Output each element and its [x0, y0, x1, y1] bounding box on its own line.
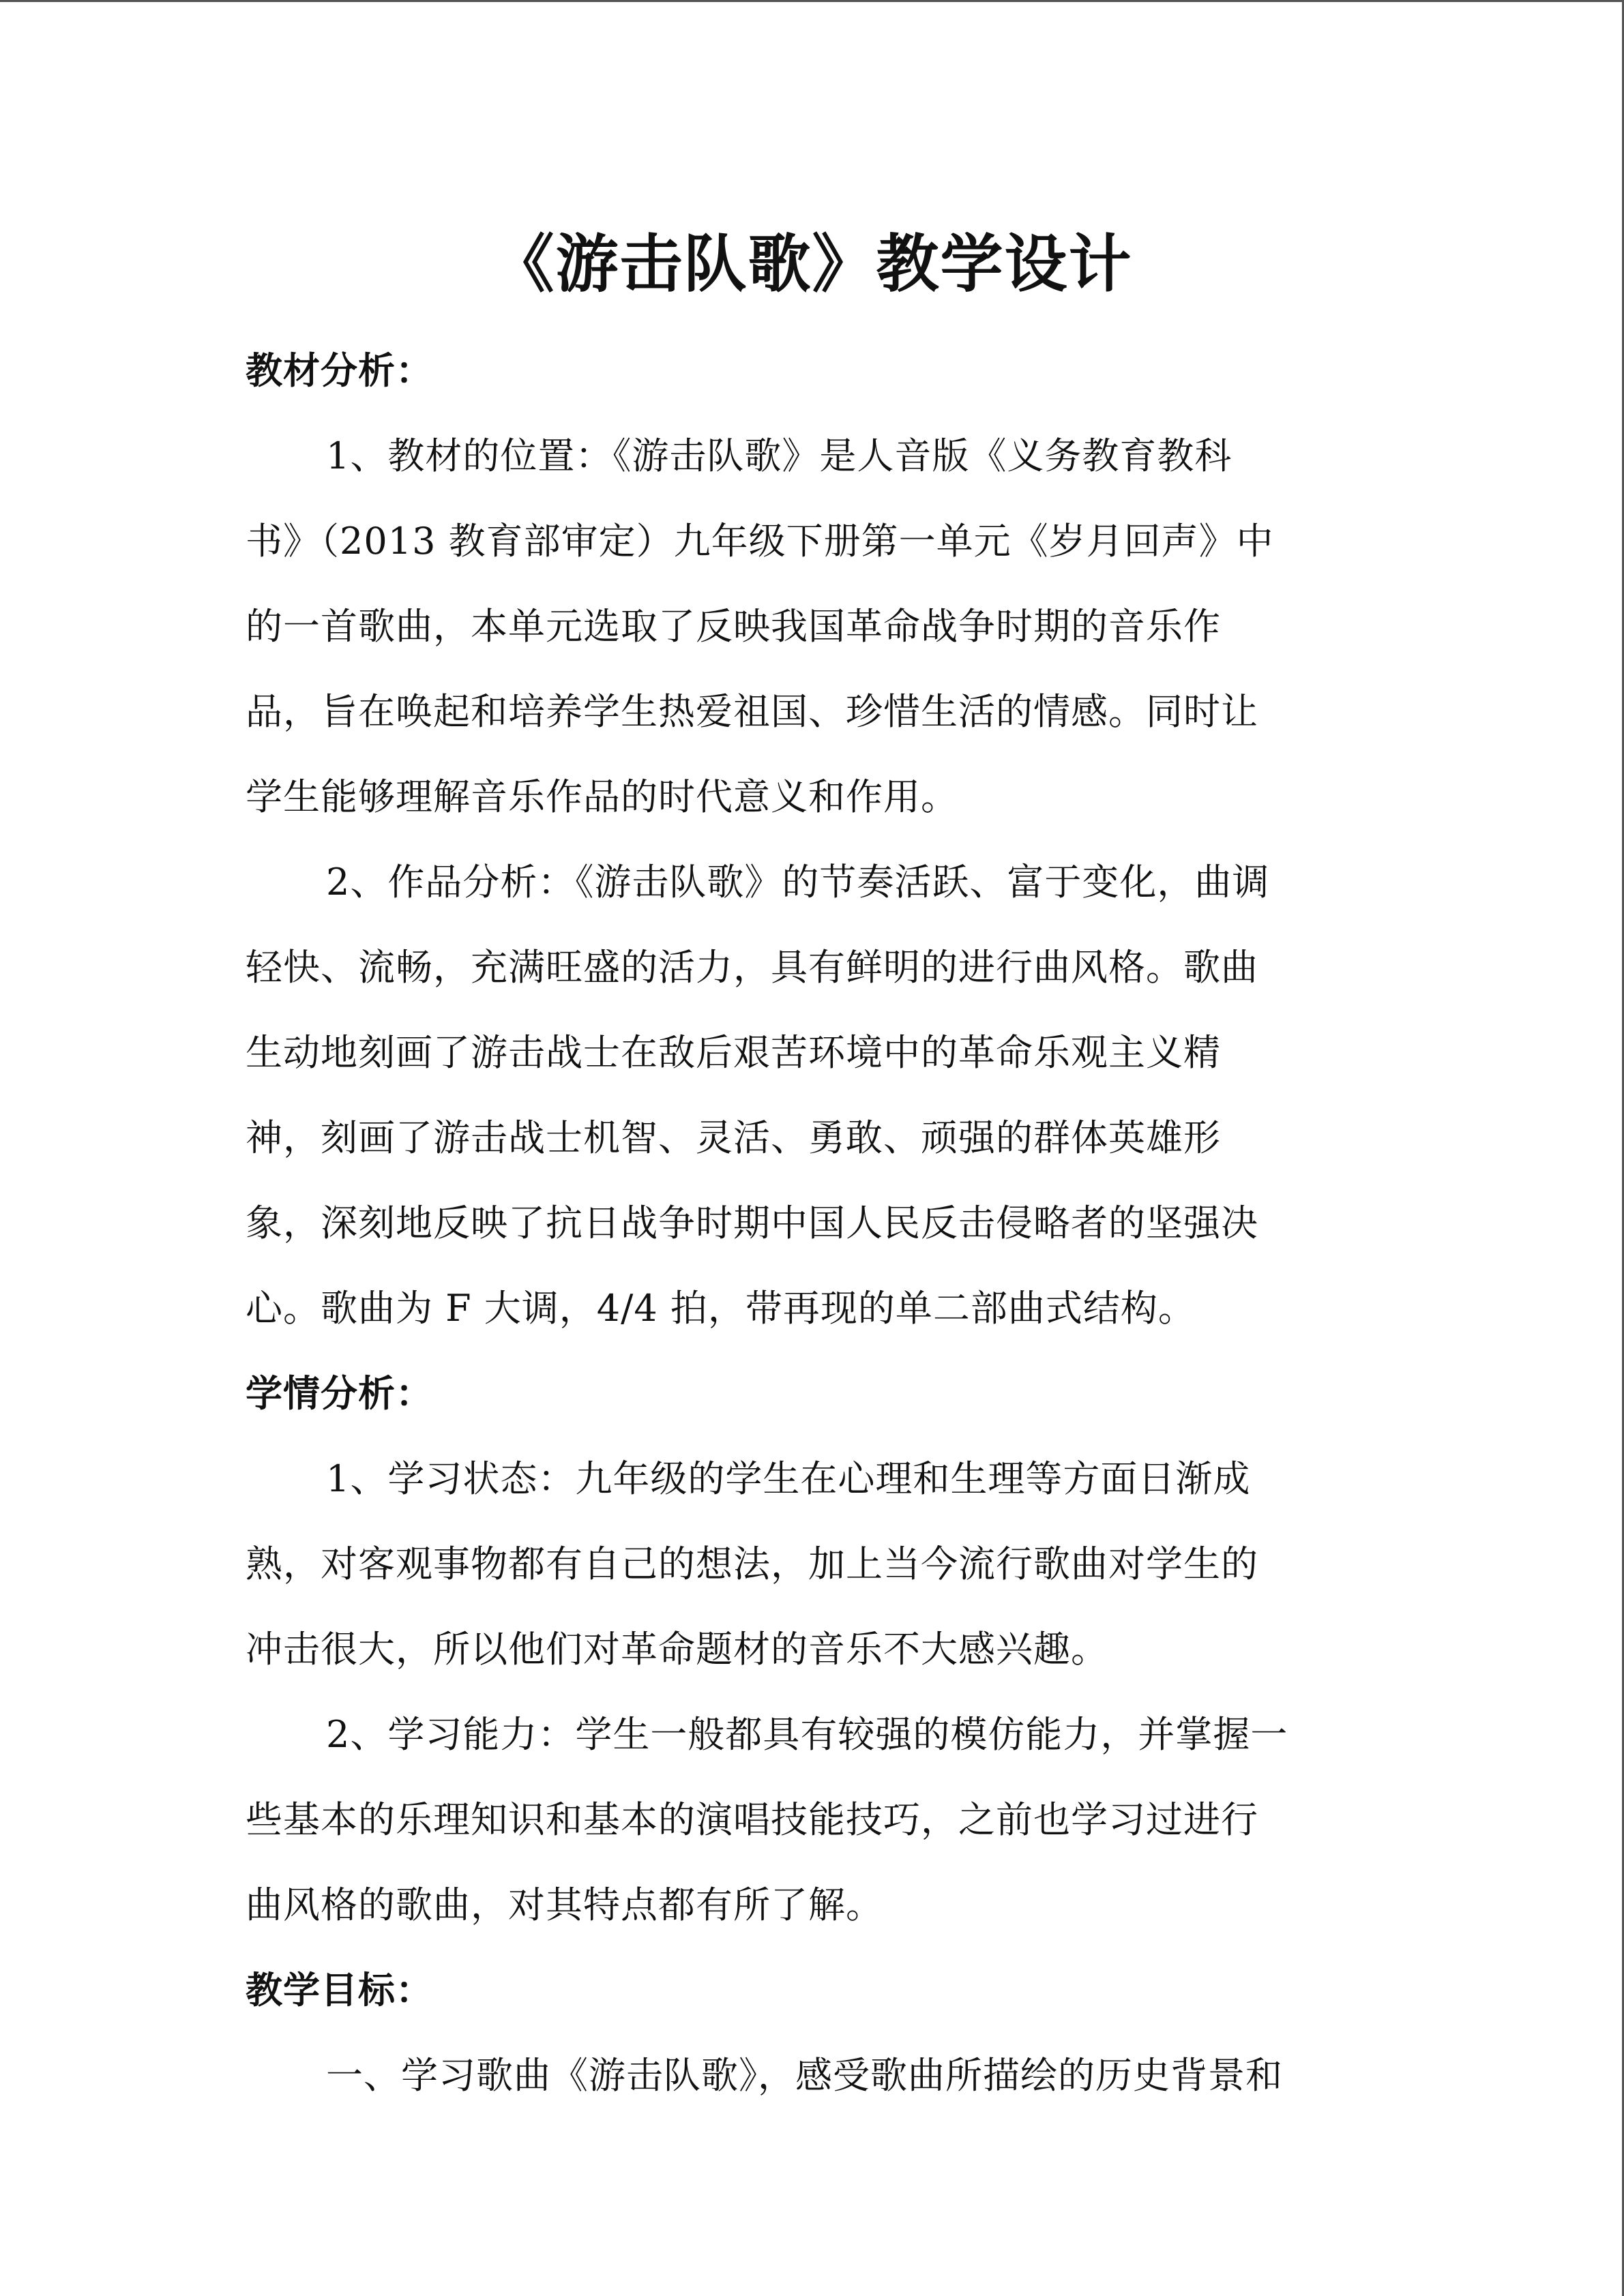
paragraph-line: 品，旨在唤起和培养学生热爱祖国、珍惜生活的情感。同时让	[246, 690, 1258, 733]
section-heading-textbook-analysis: 教材分析：	[246, 349, 433, 392]
paragraph-line: 2、学习能力：学生一般都具有较强的模仿能力，并掌握一	[326, 1713, 1288, 1756]
document-body	[246, 328, 1385, 2118]
paragraph-line: 的一首歌曲，本单元选取了反映我国革命战争时期的音乐作	[246, 605, 1221, 648]
paragraph-line: 1、学习状态：九年级的学生在心理和生理等方面日渐成	[326, 1457, 1251, 1500]
paragraph-line: 曲风格的歌曲，对其特点都有所了解。	[246, 1883, 883, 1926]
paragraph-line: 象，深刻地反映了抗日战争时期中国人民反击侵略者的坚强决	[246, 1202, 1258, 1244]
paragraph-line: 轻快、流畅，充满旺盛的活力，具有鲜明的进行曲风格。歌曲	[246, 946, 1258, 989]
paragraph-line: 冲击很大，所以他们对革命题材的音乐不大感兴趣。	[246, 1628, 1108, 1671]
paragraph-line: 一、学习歌曲《游击队歌》，感受歌曲所描绘的历史背景和	[326, 2054, 1283, 2097]
paragraph-line: 神，刻画了游击战士机智、灵活、勇敢、顽强的群体英雄形	[246, 1116, 1221, 1159]
paragraph-line: 熟，对客观事物都有自己的想法，加上当今流行歌曲对学生的	[246, 1542, 1258, 1585]
paragraph-line: 些基本的乐理知识和基本的演唱技能技巧，之前也学习过进行	[246, 1798, 1258, 1841]
paragraph-line: 书》（2013 教育部审定）九年级下册第一单元《岁月回声》中	[246, 520, 1274, 563]
paragraph-line: 生动地刻画了游击战士在敌后艰苦环境中的革命乐观主义精	[246, 1031, 1221, 1074]
section-heading-teaching-goals: 教学目标：	[246, 1969, 433, 2012]
paragraph-line: 1、教材的位置：《游击队歌》是人音版《义务教育教科	[326, 434, 1232, 477]
paragraph-line: 2、作品分析：《游击队歌》的节奏活跃、富于变化，曲调	[326, 861, 1270, 904]
paragraph-line: 心。歌曲为 F 大调，4/4 拍，带再现的单二部曲式结构。	[246, 1287, 1196, 1330]
document-title: 《游击队歌》教学设计	[491, 228, 1133, 301]
paragraph-line: 学生能够理解音乐作品的时代意义和作用。	[246, 775, 958, 818]
section-heading-student-analysis: 学情分析：	[246, 1372, 433, 1415]
